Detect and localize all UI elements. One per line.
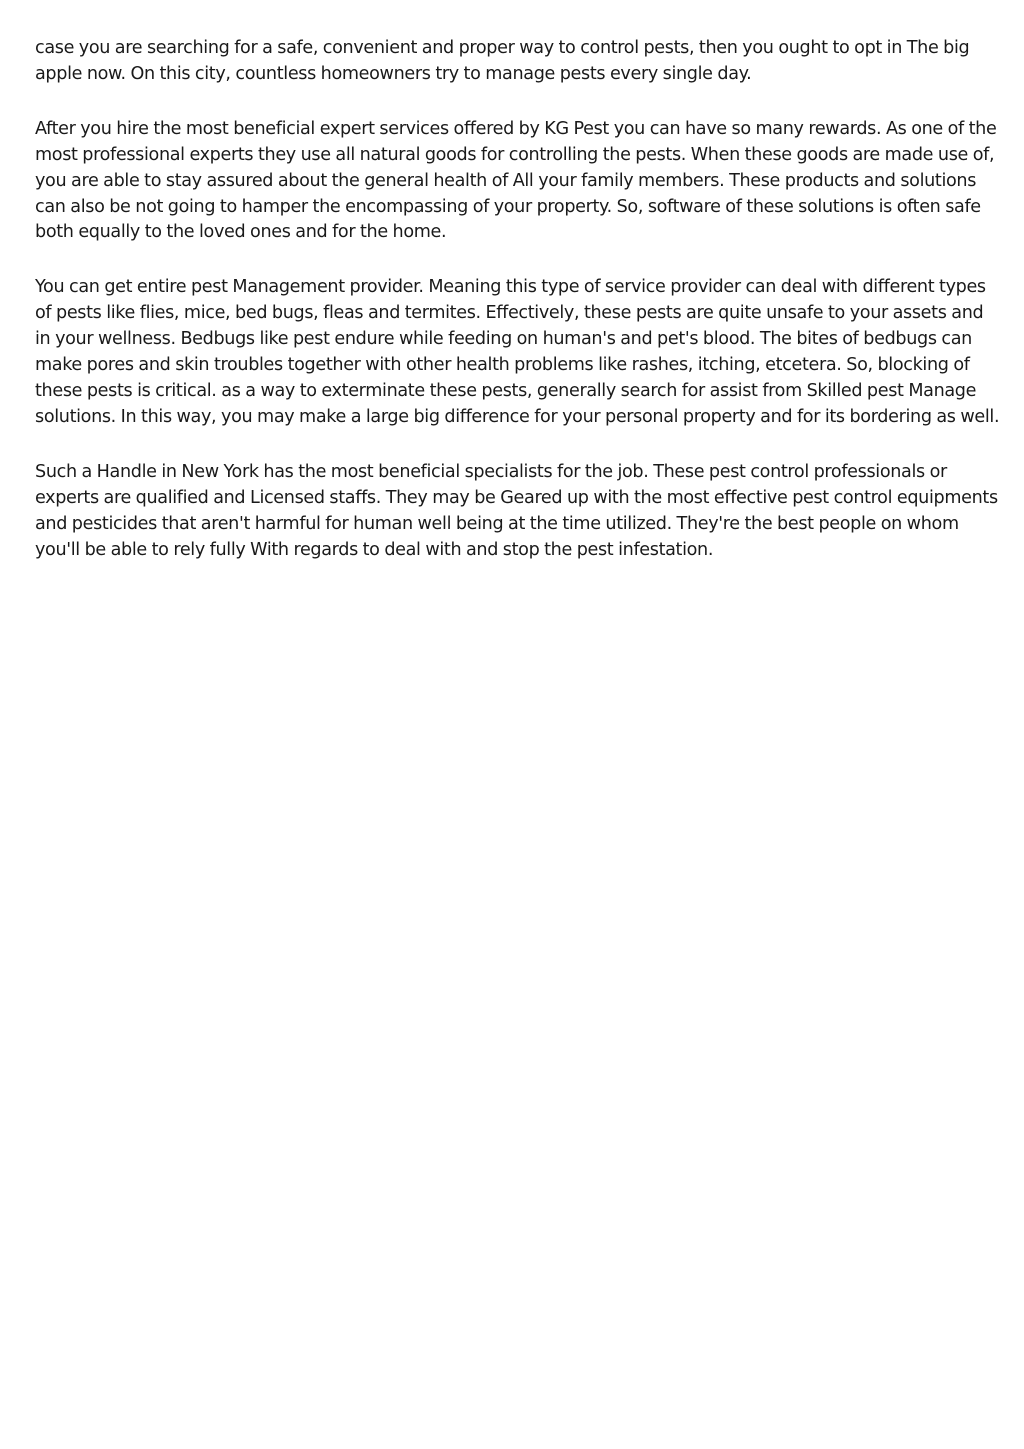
paragraph-pest-management: You can get entire pest Management provider. Meaning this type of service provider can deal with different types of pests like flies, mice, bed bugs, fleas and termites. Effectively, these pests are quite unsafe to your assets and in your wellness. Bedbugs like pest endure while feeding on human's and pet's blood. The bites of bedbugs can make pores and skin troubles together with other health problems like rashes, itching, etcetera. So, blocking of these pests is critical. as a way to exterminate these pests, generally search for assist from Skilled pest Manage solutions. In this way, you may make a large big difference for your personal property and for its bordering as well. xyxy=(35,277,1000,427)
paragraph-kg-pest-benefits: After you hire the most beneficial expert services offered by KG Pest you can have so many rewards. As one of the most professional experts they use all natural goods for controlling the pests. When these goods are made use of, you are able to stay assured about the general health of All your family members. These products and solutions can also be not going to hamper the encompassing of your property. So, software of these solutions is often safe both equally to the loved ones and for the home. xyxy=(35,118,997,243)
paragraph-intro: case you are searching for a safe, convenient and proper way to control pests, then you ought to opt in The big apple now. On this city, countless homeowners try to manage pests every single day. xyxy=(35,38,970,84)
paragraph-new-york-specialists: Such a Handle in New York has the most beneficial specialists for the job. These pest control professionals or experts are qualified and Licensed staffs. They may be Geared up with the most effective pest control equipments and pesticides that aren't harmful for human well being at the time utilized. They're the best people on whom you'll be able to rely fully With regards to deal with and stop the pest infestation. xyxy=(35,461,998,560)
document-page xyxy=(35,36,1000,563)
